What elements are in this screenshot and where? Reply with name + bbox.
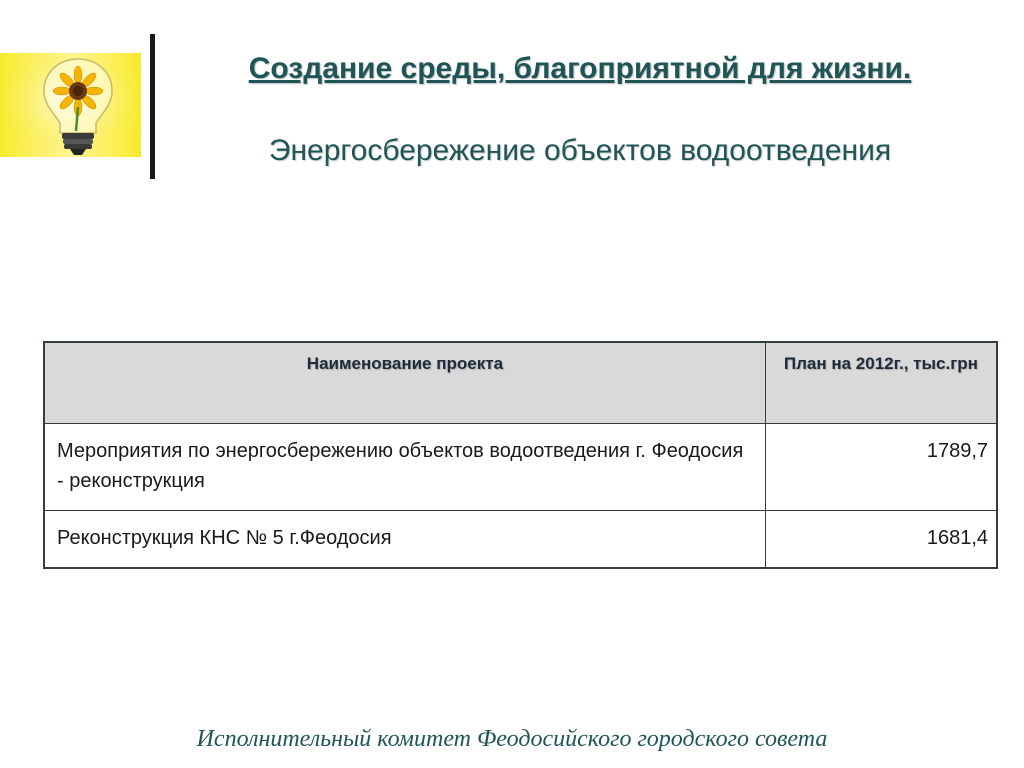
- project-name-cell: Мероприятия по энергосбережению объектов водоотведения г. Феодосия - реконструкция: [44, 424, 765, 511]
- page-subtitle: Энергосбережение объектов водоотведения: [268, 134, 892, 167]
- table-header-row: [44, 342, 997, 424]
- header-divider: [150, 34, 155, 179]
- column-header-plan: План на 2012г., тыс.грн: [765, 342, 997, 424]
- light-bulb-with-sunflower-icon: [0, 53, 141, 157]
- table-row: [44, 424, 997, 511]
- project-name-cell: Реконструкция КНС № 5 г.Феодосия: [44, 511, 765, 569]
- table-row: [44, 511, 997, 569]
- plan-value-cell: 1681,4: [765, 511, 997, 569]
- page-title: Создание среды, благоприятной для жизни.: [248, 52, 912, 85]
- projects-table-container: [43, 341, 998, 569]
- projects-table: [43, 341, 998, 569]
- plan-value-cell: 1789,7: [765, 424, 997, 511]
- footer-organization: Исполнительный комитет Феодосийского городского совета: [196, 726, 828, 752]
- column-header-project-name: Наименование проекта: [44, 342, 765, 424]
- logo: [0, 53, 141, 157]
